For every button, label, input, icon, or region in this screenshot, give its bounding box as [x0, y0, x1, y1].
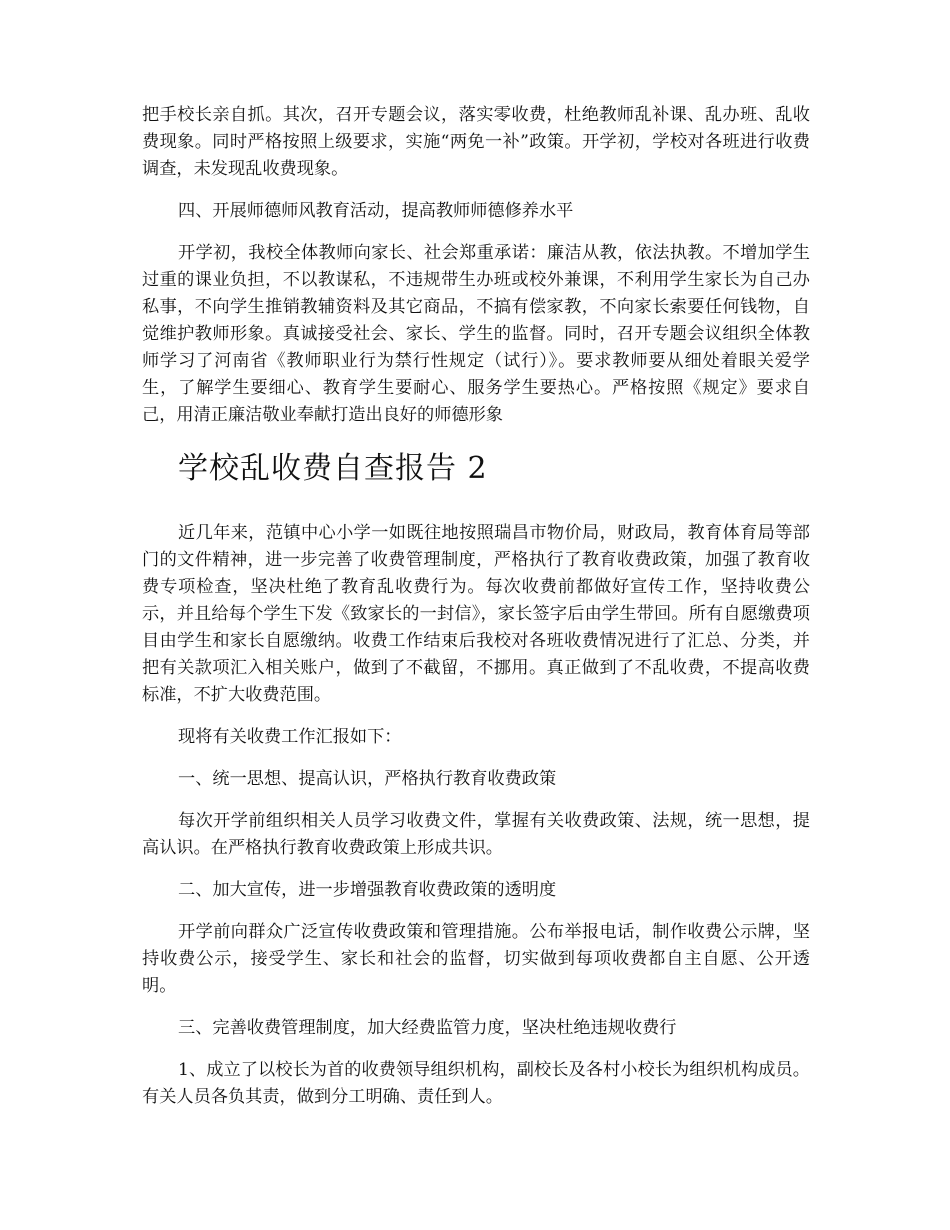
paragraph-section-3-item-1: 1、成立了以校长为首的收费领导组织机构，副校长及各村小校长为组织机构成员。有关人员各负其责，做到分工明确、责任到人。 — [142, 1060, 810, 1107]
paragraph-intro: 近几年来，范镇中心小学一如既往地按照瑞昌市物价局，财政局，教育体育局等部门的文件精神，进一步完善了收费管理制度，严格执行了教育收费政策，加强了教育收费专项检查，坚决杜绝了教育乱收费行为。每次收费前都做好宣传工作，坚持收费公示，并且给每个学生下发《致家长的一封信》，家长签字后由学生带回。所有自愿缴费项目由学生和家长自愿缴纳。收费工作结束后我校对各班收费情况进行了汇总、分类，并把有关款项汇入相关账户，做到了不截留，不挪用。真正做到了不乱收费，不提高收费标准，不扩大收费范围。 — [142, 523, 810, 705]
paragraph-teacher-ethics: 开学初，我校全体教师向家长、社会郑重承诺：廉洁从教，依法执教。不增加学生过重的课业负担，不以教谋私，不违规带生办班或校外兼课，不利用学生家长为自己办私事，不向学生推销教辅资料及其它商品，不搞有偿家教，不向家长索要任何钱物，自觉维护教师形象。真诚接受社会、家长、学生的监督。同时，召开专题会议组织全体教师学习了河南省《教师职业行为禁行性规定（试行）》。要求教师要从细处着眼关爱学生，了解学生要细心、教育学生要耐心、服务学生要热心。严格按照《规定》要求自己，用清正廉洁敬业奉献打造出良好的师德形象 — [142, 243, 810, 425]
report-title: 学校乱收费自查报告 2 — [178, 451, 488, 486]
paragraph-section-1: 每次开学前组织相关人员学习收费文件，掌握有关收费政策、法规，统一思想，提高认识。在严格执行教育收费政策上形成共识。 — [142, 811, 810, 858]
paragraph-continued: 把手校长亲自抓。其次，召开专题会议，落实零收费，杜绝教师乱补课、乱办班、乱收费现象。同时严格按照上级要求，实施“两免一补”政策。开学初，学校对各班进行收费调查，未发现乱收费现象。 — [142, 105, 810, 179]
section-heading-1: 一、统一思想、提高认识，严格执行教育收费政策 — [178, 769, 557, 789]
paragraph-section-2: 开学前向群众广泛宣传收费政策和管理措施。公布举报电话，制作收费公示牌，坚持收费公示，接受学生、家长和社会的监督，切实做到每项收费都自主自愿、公开透明。 — [142, 922, 810, 996]
section-heading-2: 二、加大宣传，进一步增强教育收费政策的透明度 — [178, 880, 557, 900]
document-page — [142, 102, 810, 1111]
paragraph-report-lead: 现将有关收费工作汇报如下： — [178, 727, 402, 747]
section-heading-3: 三、完善收费管理制度，加大经费监管力度，坚决杜绝违规收费行 — [178, 1018, 677, 1038]
section-heading-4: 四、开展师德师风教育活动，提高教师师德修养水平 — [178, 201, 574, 221]
